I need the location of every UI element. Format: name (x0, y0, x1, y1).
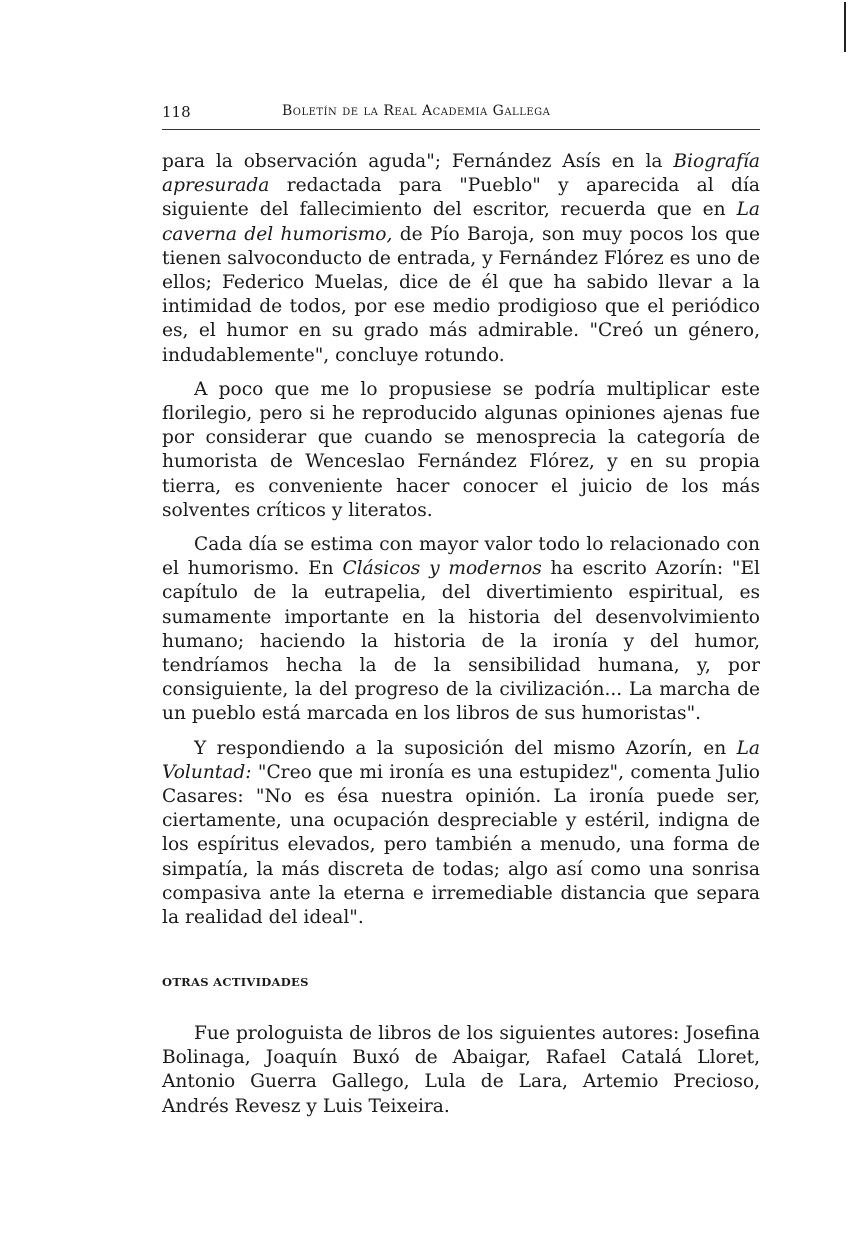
paragraph-continued (162, 150, 760, 368)
text-segment: de Pío Baroja, son muy pocos los que tienen salvoconducto de entrada, y Fernández Flórez es uno de ellos; Federico Muelas, dice de él que ha sabido llevar a la intimidad de todos, por ese medio prodigioso que el periódico es, el humor en su grado más admirable. "Creó un género, indudablemente", concluye rotundo. (162, 223, 760, 366)
text-segment: Cada día se estima con mayor valor todo lo relacionado con el humorismo. En (162, 534, 760, 580)
page-header (162, 103, 760, 130)
page-number: 118 (162, 103, 191, 121)
book-title-caverna: La caverna del humorismo, (162, 199, 760, 245)
book-title-voluntad: La Voluntad: (162, 737, 760, 783)
paragraph-prologuista: Fue prologuista de libros de los siguientes autores: Josefina Bolinaga, Joaquín Buxó de Abaigar, Rafael Catalá Lloret, Antonio Guerra Gallego, Lula de Lara, Artemio Precioso, Andrés Revesz y Luis Teixeira. (162, 1023, 760, 1117)
text-segment: para la observación aguda"; Fernández Asís en la (162, 151, 674, 172)
section-body (162, 1022, 760, 1119)
section-heading: OTRAS ACTIVIDADES (162, 975, 309, 989)
paragraph-voluntad (162, 737, 760, 931)
scan-edge-mark (844, 2, 846, 52)
text-segment: ha escrito Azorín: "El capítulo de la eutrapelia, del divertimiento espiritual, es sumamente importante en la historia del desenvolvimiento humano; haciendo la historia de la ironía y del humor, tendríamos hecha la de la sensibilidad humana, y, por consiguiente, la del progreso de la civilización... La marcha de un pueblo está marcada en los libros de sus humoristas". (162, 558, 760, 725)
text-segment: redactada para "Pueblo" y aparecida al día siguiente del fallecimiento del escritor, recuerda que en (162, 175, 760, 221)
text-segment: "Creo que mi ironía es una estupidez", comenta Julio Casares: "No es ésa nuestra opinión. La ironía puede ser, ciertamente, una ocupación despreciable y estéril, indigna de los espíritus elevados, pero también a menudo, una forma de simpatía, la más discreta de todas; algo así como una sonrisa compasiva ante la eterna e irremediable distancia que separa la realidad del ideal". (162, 761, 760, 929)
body-text (162, 150, 760, 940)
paragraph-florilegio (162, 378, 760, 523)
book-title-biografia: Biografía apresurada (162, 151, 760, 197)
running-title: Boletín de la Real Academia Gallega (282, 103, 551, 119)
paragraph-azorin (162, 533, 760, 727)
text-segment: A poco que me lo propusiese se podría multiplicar este florilegio, pero si he reproducido algunas opiniones ajenas fue por considerar que cuando se menosprecia la categoría de humorista de Wenceslao Fernández Flórez, y en su propia tierra, es conveniente hacer conocer el juicio de los más solventes críticos y literatos. (162, 378, 760, 521)
text-segment: Y respondiendo a la suposición del mismo Azorín, en (194, 737, 737, 759)
book-title-clasicos: Clásicos y modernos (342, 558, 542, 580)
